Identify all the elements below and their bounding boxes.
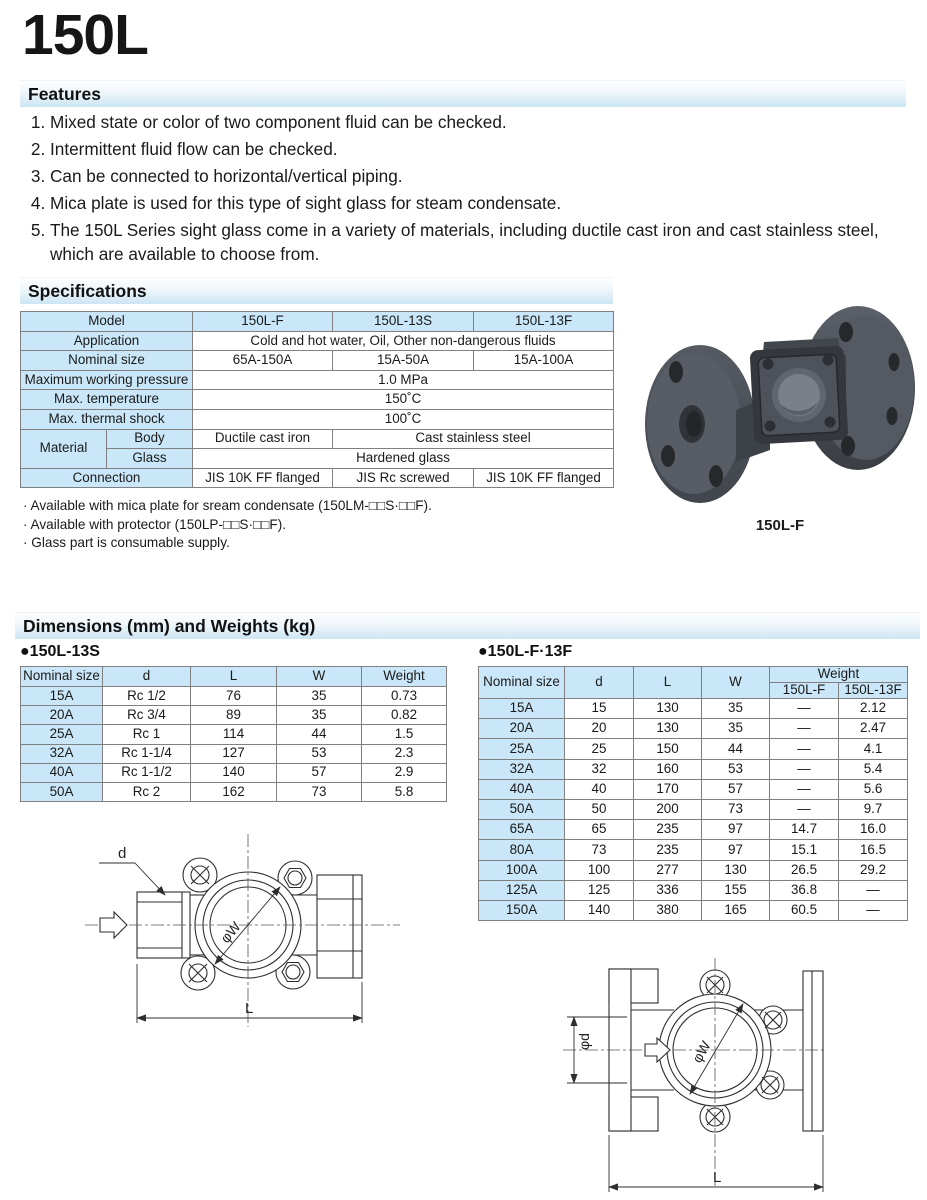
note-item: · Glass part is consumable supply. — [23, 535, 230, 550]
table-cell: 1.5 — [362, 725, 447, 744]
table-cell: 35 — [277, 706, 362, 725]
table-row — [21, 782, 447, 801]
label-phi-w: φW — [688, 1038, 714, 1066]
table-row — [479, 840, 908, 860]
spec-label: Application — [21, 331, 193, 351]
table-cell: 235 — [634, 820, 702, 840]
table-cell: 73 — [277, 782, 362, 801]
table-cell: 200 — [634, 799, 702, 819]
table-cell: 20A — [479, 719, 565, 739]
table-row — [21, 706, 447, 725]
page-title: 150L — [22, 3, 148, 67]
table-header-row — [21, 667, 447, 687]
table-row — [21, 687, 447, 706]
table-cell: 50A — [479, 799, 565, 819]
table-cell: 44 — [277, 725, 362, 744]
table-cell: 40A — [21, 763, 103, 782]
spec-cell: 150˚C — [193, 390, 614, 410]
spec-cell: Cast stainless steel — [333, 429, 614, 449]
table-cell: 65 — [565, 820, 634, 840]
table-cell: 9.7 — [839, 799, 908, 819]
table-cell: 29.2 — [839, 860, 908, 880]
table-row — [479, 880, 908, 900]
table-cell: 50A — [21, 782, 103, 801]
table-cell: 150A — [479, 900, 565, 920]
spec-row-max-pressure — [21, 370, 614, 390]
table-cell: 4.1 — [839, 739, 908, 759]
table-cell: 5.4 — [839, 759, 908, 779]
table-cell: 130 — [634, 719, 702, 739]
table-row — [21, 763, 447, 782]
table-row — [21, 725, 447, 744]
table-cell: Rc 1-1/2 — [103, 763, 191, 782]
table-row — [479, 860, 908, 880]
table-cell: 155 — [702, 880, 770, 900]
spec-cell: JIS 10K FF flanged — [193, 468, 333, 488]
label-phi-d: φd — [576, 1033, 592, 1050]
table-cell: 100 — [565, 860, 634, 880]
table-cell: 35 — [702, 719, 770, 739]
table-cell: Rc 1 — [103, 725, 191, 744]
column-subheader: 150L-F — [770, 683, 839, 699]
table-cell: 125A — [479, 880, 565, 900]
table-row — [479, 699, 908, 719]
note-item: · Available with protector (150LP-□□S·□□F). — [23, 516, 287, 532]
table-cell: 2.12 — [839, 699, 908, 719]
label-l: L — [245, 1000, 254, 1017]
spec-cell: JIS 10K FF flanged — [474, 468, 614, 488]
column-header-weight: Weight — [770, 667, 908, 683]
table-cell: Rc 3/4 — [103, 706, 191, 725]
table-cell: Rc 1-1/4 — [103, 744, 191, 763]
dim-d-leader — [99, 845, 165, 895]
table-cell: 380 — [634, 900, 702, 920]
table-cell: — — [770, 799, 839, 819]
table-cell: 73 — [565, 840, 634, 860]
table-cell: 50 — [565, 799, 634, 819]
table-row — [21, 744, 447, 763]
table-cell: 26.5 — [770, 860, 839, 880]
table-cell: 76 — [191, 687, 277, 706]
table-row — [479, 779, 908, 799]
table-cell: Rc 2 — [103, 782, 191, 801]
features-heading: Features — [28, 83, 101, 104]
dimensions-heading: Dimensions (mm) and Weights (kg) — [23, 615, 316, 636]
column-header: d — [565, 667, 634, 699]
table-cell: 127 — [191, 744, 277, 763]
spec-cell: Hardened glass — [193, 449, 614, 469]
table-cell: 114 — [191, 725, 277, 744]
table-cell: 15A — [21, 687, 103, 706]
column-header: L — [191, 667, 277, 687]
table-cell: Rc 1/2 — [103, 687, 191, 706]
spec-label: Maximum working pressure — [21, 370, 193, 390]
table-cell: 25A — [21, 725, 103, 744]
table-cell: 25A — [479, 739, 565, 759]
figure-caption: 150L-F — [755, 517, 805, 534]
label-l: L — [713, 1169, 722, 1186]
table-cell: 162 — [191, 782, 277, 801]
table-cell: — — [770, 719, 839, 739]
column-header: Weight — [362, 667, 447, 687]
subtitle-150l-13s: ●150L-13S — [20, 643, 100, 660]
column-subheader: 150L-13F — [839, 683, 908, 699]
spec-row-model — [21, 312, 614, 332]
table-cell: 16.0 — [839, 820, 908, 840]
table-cell: 97 — [702, 840, 770, 860]
features-list — [24, 111, 892, 270]
table-cell: 150 — [634, 739, 702, 759]
specifications-heading: Specifications — [28, 280, 147, 301]
table-cell: 35 — [277, 687, 362, 706]
table-cell: — — [839, 900, 908, 920]
table-row — [479, 739, 908, 759]
table-cell: 53 — [702, 759, 770, 779]
table-cell: 160 — [634, 759, 702, 779]
table-cell: 125 — [565, 880, 634, 900]
column-header: Nominal size — [21, 667, 103, 687]
table-cell: 40 — [565, 779, 634, 799]
table-cell: 140 — [565, 900, 634, 920]
feature-item: 5. The 150L Series sight glass come in a variety of materials, including ductile cast iron and cast stainless steel, which are available to choose from. — [50, 219, 892, 266]
spec-label: Max. thermal shock — [21, 409, 193, 429]
table-cell: 32A — [479, 759, 565, 779]
column-header: d — [103, 667, 191, 687]
table-cell: 2.9 — [362, 763, 447, 782]
column-header: W — [702, 667, 770, 699]
product-photo-150l-f — [640, 298, 920, 513]
flow-arrow-icon — [100, 912, 127, 938]
specifications-section-header — [20, 277, 613, 304]
spec-label: Model — [21, 312, 193, 332]
column-header: Nominal size — [479, 667, 565, 699]
features-section-header — [20, 80, 906, 107]
label-phi-w: φW — [217, 918, 244, 946]
drawing-150l-f-13f — [557, 944, 827, 1196]
table-cell: 336 — [634, 880, 702, 900]
table-cell: 20 — [565, 719, 634, 739]
table-cell: 165 — [702, 900, 770, 920]
spec-row-material-body — [21, 429, 614, 449]
spec-row-nominal-size — [21, 351, 614, 371]
table-cell: 170 — [634, 779, 702, 799]
spec-label: Nominal size — [21, 351, 193, 371]
spec-row-max-thermal-shock — [21, 409, 614, 429]
dimensions-table-f13f — [478, 666, 908, 921]
column-header: L — [634, 667, 702, 699]
spec-notes — [23, 497, 432, 553]
table-cell: 0.73 — [362, 687, 447, 706]
dimensions-section-header — [15, 612, 920, 639]
table-cell: 140 — [191, 763, 277, 782]
spec-cell: Cold and hot water, Oil, Other non-dangerous fluids — [193, 331, 614, 351]
table-cell: 15 — [565, 699, 634, 719]
spec-cell: 150L-F — [193, 312, 333, 332]
table-cell: 73 — [702, 799, 770, 819]
specifications-table — [20, 311, 614, 488]
table-cell: 5.8 — [362, 782, 447, 801]
table-cell: 14.7 — [770, 820, 839, 840]
spec-row-connection — [21, 468, 614, 488]
table-cell: 65A — [479, 820, 565, 840]
drawing-150l-13s — [55, 822, 403, 1042]
table-cell: 97 — [702, 820, 770, 840]
dim-l — [609, 1135, 823, 1192]
spec-label: Connection — [21, 468, 193, 488]
spec-label: Max. temperature — [21, 390, 193, 410]
table-cell: 2.3 — [362, 744, 447, 763]
table-cell: 277 — [634, 860, 702, 880]
column-header: W — [277, 667, 362, 687]
table-row — [479, 759, 908, 779]
spec-row-material-glass — [21, 449, 614, 469]
table-cell: 57 — [277, 763, 362, 782]
spec-label: Glass — [107, 449, 193, 469]
table-cell: — — [770, 779, 839, 799]
spec-cell: 15A-50A — [333, 351, 474, 371]
table-row — [479, 820, 908, 840]
table-cell: 57 — [702, 779, 770, 799]
table-cell: 2.47 — [839, 719, 908, 739]
subtitle-150l-f-13f: ●150L-F·13F — [478, 643, 573, 660]
spec-cell: 100˚C — [193, 409, 614, 429]
table-cell: 36.8 — [770, 880, 839, 900]
spec-cell: 65A-150A — [193, 351, 333, 371]
table-cell: — — [770, 699, 839, 719]
table-cell: 32 — [565, 759, 634, 779]
table-cell: 25 — [565, 739, 634, 759]
table-cell: 20A — [21, 706, 103, 725]
feature-item: 2. Intermittent fluid flow can be checked. — [50, 138, 892, 162]
dimensions-table-13s — [20, 666, 447, 802]
table-header-row — [479, 667, 908, 683]
spec-cell: 1.0 MPa — [193, 370, 614, 390]
table-row — [479, 799, 908, 819]
sight-glass-body — [750, 346, 849, 445]
table-cell: 130 — [702, 860, 770, 880]
spec-label: Body — [107, 429, 193, 449]
spec-cell: JIS Rc screwed — [333, 468, 474, 488]
spec-label: Material — [21, 429, 107, 468]
table-cell: 80A — [479, 840, 565, 860]
table-cell: 5.6 — [839, 779, 908, 799]
table-cell: — — [770, 759, 839, 779]
table-cell: 53 — [277, 744, 362, 763]
table-cell: 40A — [479, 779, 565, 799]
spec-cell: 150L-13F — [474, 312, 614, 332]
spec-cell: 15A-100A — [474, 351, 614, 371]
table-cell: 32A — [21, 744, 103, 763]
table-cell: 35 — [702, 699, 770, 719]
table-cell: 44 — [702, 739, 770, 759]
table-cell: 16.5 — [839, 840, 908, 860]
feature-item: 1. Mixed state or color of two component fluid can be checked. — [50, 111, 892, 135]
table-row — [479, 900, 908, 920]
spec-row-application — [21, 331, 614, 351]
table-cell: 15.1 — [770, 840, 839, 860]
table-cell: 235 — [634, 840, 702, 860]
table-cell: 100A — [479, 860, 565, 880]
table-row — [479, 719, 908, 739]
table-cell: — — [770, 739, 839, 759]
spec-cell: Ductile cast iron — [193, 429, 333, 449]
table-cell: — — [839, 880, 908, 900]
spec-cell: 150L-13S — [333, 312, 474, 332]
label-d: d — [118, 845, 127, 862]
feature-item: 3. Can be connected to horizontal/vertical piping. — [50, 165, 892, 189]
table-cell: 15A — [479, 699, 565, 719]
note-item: · Available with mica plate for sream condensate (150LM-□□S·□□F). — [23, 498, 432, 513]
spec-row-max-temperature — [21, 390, 614, 410]
table-cell: 0.82 — [362, 706, 447, 725]
table-cell: 60.5 — [770, 900, 839, 920]
table-cell: 130 — [634, 699, 702, 719]
feature-item: 4. Mica plate is used for this type of sight glass for steam condensate. — [50, 192, 892, 216]
table-cell: 89 — [191, 706, 277, 725]
